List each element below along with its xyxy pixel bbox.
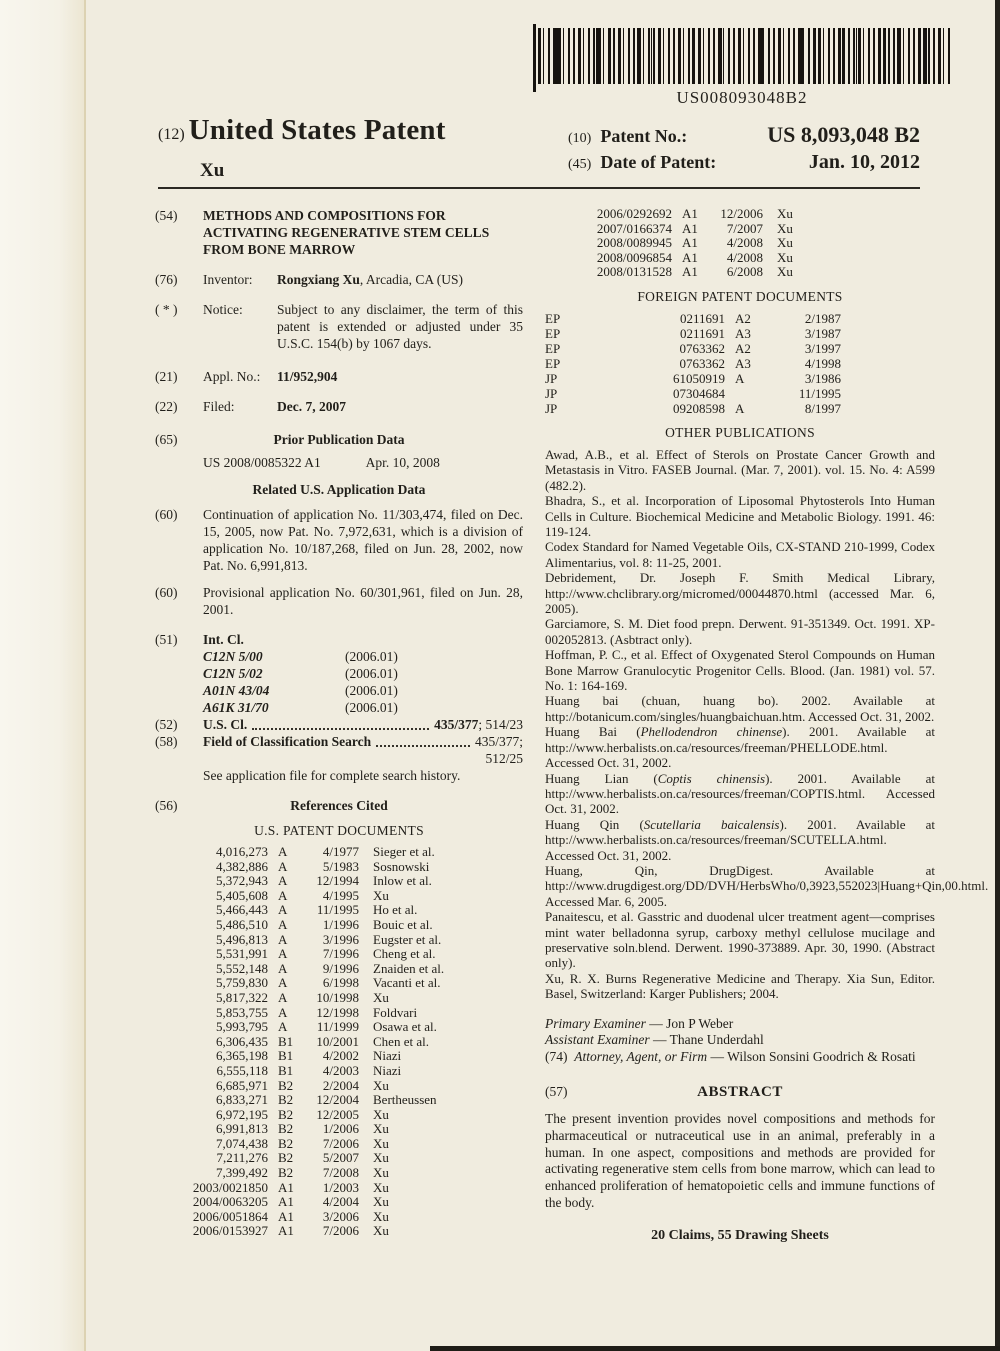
citation: Huang Qin (Scutellaria baicalensis). 2001. Available at http://www.herbalists.on.ca/resources/freeman/SCUTELLA.html. Accessed Oct. 31, 2002. xyxy=(545,816,936,863)
patent-row: 2004/0063205 A1 4/2004 Xu xyxy=(192,1194,389,1210)
primary-examiner-line: Primary Examiner — Jon P Weber xyxy=(545,1015,734,1031)
assistant-examiner-line: Assistant Examiner — Thane Underdahl xyxy=(545,1032,764,1048)
field-title: (54) METHODS AND COMPOSITIONS FOR ACTIVATING REGENERATIVE STEM CELLS FROM BONE MARROW xyxy=(155,207,523,258)
citation: Xu, R. X. Burns Regenerative Medicine and Therapy. Xia Sun, Editor. Basel, Switzerland: Karger Publishers; 2004. xyxy=(545,970,935,1002)
barcode xyxy=(533,28,951,84)
int-cl-entry: C12N 5/02 (2006.01) xyxy=(203,666,398,681)
int-cl-entry: C12N 5/00 (2006.01) xyxy=(203,649,398,664)
patent-row: 6,991,813 B2 1/2006 Xu xyxy=(216,1121,389,1137)
patent-number-block xyxy=(568,122,920,177)
prior-publication-heading: (65) Prior Publication Data xyxy=(155,432,405,447)
citation: Awad, A.B., et al. Effect of Sterols on Prostate Cancer Growth and Metastasis in Vitro. FASEB Journal. (Mar. 7, 2001). vol. 15. No. 4: A599 (482.2). xyxy=(545,446,935,493)
field-classification-search: (58) Field of Classification Search 435/377; 512/25 See application file for complete search history. xyxy=(155,734,523,783)
patent-row: 2006/0153927 A1 7/2006 Xu xyxy=(192,1223,389,1239)
patent-row: 5,853,755 A 12/1998 Foldvari xyxy=(216,1004,418,1020)
related-item: (60) Continuation of application No. 11/303,474, filed on Dec. 15, 2005, now Pat. No. 7,972,631, which is a division of application No. 10/187,268, filed on Jun. 28, 2002, now Pat. No. 6,991,813. xyxy=(155,507,523,573)
citation: Huang Lian (Coptis chinensis). 2001. Available at http://www.herbalists.on.ca/resources/freeman/COPTIS.html. Accessed Oct. 31, 2002. xyxy=(545,770,936,817)
patent-row: 5,496,813 A 3/1996 Eugster et al. xyxy=(216,931,442,947)
references-cited-heading: (56) References Cited xyxy=(155,798,388,813)
appl-no-value: 11/952,904 xyxy=(277,369,338,384)
barcode-number: US008093048B2 xyxy=(676,88,808,107)
foreign-patent-row: JP 61050919 A 3/1986 xyxy=(545,370,841,386)
citation: Bhadra, S., et al. Incorporation of Liposomal Phytosterols Into Human Cells in Culture. Biochemical Medicine and Metabolic Biology. 1991. 46: 119-124. xyxy=(545,493,935,539)
patent-row: 5,466,443 A 11/1995 Ho et al. xyxy=(216,902,418,918)
patent-row: 6,555,118 B1 4/2003 Niazi xyxy=(216,1062,402,1078)
other-publications-list xyxy=(545,446,989,1002)
patent-row: 2003/0021850 A1 1/2003 Xu xyxy=(192,1179,389,1195)
page-title: United States Patent xyxy=(188,114,446,146)
patent-row: 7,399,492 B2 7/2008 Xu xyxy=(216,1165,389,1181)
us-patent-rows-right xyxy=(545,207,935,280)
citation: Codex Standard for Named Vegetable Oils, CX-STAND 210-1999, Codex Alimentarius, vol. 8: 11-25, 2001. xyxy=(545,539,935,570)
patent-row: 4,016,273 A 4/1977 Sieger et al. xyxy=(216,844,435,859)
field-search-value2: 512/25 xyxy=(485,751,523,766)
patent-row: 5,817,322 A 10/1998 Xu xyxy=(216,989,389,1005)
patent-row: 5,531,991 A 7/1996 Cheng et al. xyxy=(216,946,436,962)
citation: Panaitescu, et al. Gasstric and duodenal ulcer treatment agent—comprises mint water belladonna syrup, carboxy methyl cellulose mucilage and preservative soln.blend. Derwent. 1990-373889. Apr. 30, 1990. (Abstract only). xyxy=(545,909,935,971)
field-search-value1: 435/377; xyxy=(474,734,523,749)
patent-row: 5,552,148 A 9/1996 Znaiden et al. xyxy=(216,960,445,976)
appl-no-label: Appl. No.: xyxy=(203,369,261,384)
scan-edge-bottom xyxy=(430,1346,1000,1351)
field-inventor: (76) Inventor: Rongxiang Xu, Arcadia, CA (US) xyxy=(155,272,464,287)
foreign-patent-row: EP 0211691 A3 3/1987 xyxy=(545,325,841,341)
date-of-patent-label: Date of Patent: xyxy=(600,152,717,172)
citation: Hoffman, P. C., et al. Effect of Oxygenated Sterol Compounds on Human Bone Marrow Granulocytic Progenitor Cells. Blood. (Jan. 1981) vol. 57. No. 1: 164-169. xyxy=(545,647,935,694)
dot-leader xyxy=(376,745,470,747)
patent-row: 5,759,830 A 6/1998 Vacanti et al. xyxy=(216,975,441,991)
patent-row: 2008/0096854 A1 4/2008 Xu xyxy=(596,249,793,265)
left-column xyxy=(155,207,523,1239)
patent-row: 2008/0089945 A1 4/2008 Xu xyxy=(596,235,793,251)
related-data-heading: Related U.S. Application Data xyxy=(252,482,426,497)
patent-row: 6,833,271 B2 12/2004 Bertheussen xyxy=(216,1092,437,1108)
filed-label: Filed: xyxy=(203,399,235,414)
us-cl-label: U.S. Cl. xyxy=(203,717,248,732)
citation: Debridement, Dr. Joseph F. Smith Medical Library, http://www.chclibrary.org/micromed/00044870.html (accessed Mar. 6, 2005). xyxy=(545,570,935,617)
citation: Huang, Qin, DrugDigest. Available at http://www.drugdigest.org/DD/DVH/HerbsWho/0,3923,552023|Huang+Qin,00.html. Accessed Mar. 6, 2005. xyxy=(545,862,989,909)
search-history-note: See application file for complete search history. xyxy=(203,768,461,783)
field-us-cl: (52) U.S. Cl. 435/377; 514/23 xyxy=(155,717,523,732)
other-publications-heading: OTHER PUBLICATIONS xyxy=(665,424,815,440)
prior-publication-line xyxy=(155,454,523,471)
barcode-block xyxy=(533,28,951,108)
filed-value: Dec. 7, 2007 xyxy=(277,399,346,414)
patent-row: 5,993,795 A 11/1999 Osawa et al. xyxy=(216,1019,437,1035)
foreign-patent-row: EP 0211691 A2 2/1987 xyxy=(545,310,841,326)
related-item: (60) Provisional application No. 60/301,961, filed on Jun. 28, 2001. xyxy=(155,585,523,617)
notice-label: Notice: xyxy=(203,302,243,317)
foreign-patent-documents-heading: FOREIGN PATENT DOCUMENTS xyxy=(637,288,843,304)
barcode-guard-bar xyxy=(533,24,536,92)
date-of-patent-value: Jan. 10, 2012 xyxy=(808,151,920,173)
patent-row: 6,306,435 B1 10/2001 Chen et al. xyxy=(216,1033,429,1049)
code-10: (10) xyxy=(568,131,592,146)
foreign-patent-row: EP 0763362 A2 3/1997 xyxy=(545,340,841,356)
notice-text: Subject to any disclaimer, the term of this patent is extended or adjusted under 35 U.S.C. 154(b) by 1067 days. xyxy=(277,302,523,351)
patent-row: 2006/0051864 A1 3/2006 Xu xyxy=(192,1208,389,1224)
patent-row: 7,074,438 B2 7/2006 Xu xyxy=(216,1135,389,1151)
patent-row: 2006/0292692 A1 12/2006 Xu xyxy=(596,206,793,221)
patent-row: 6,365,198 B1 4/2002 Niazi xyxy=(216,1048,402,1064)
field-filed: (22) Filed: Dec. 7, 2007 xyxy=(155,399,346,414)
page-fold-shadow xyxy=(0,0,86,1351)
dot-leader xyxy=(252,728,429,730)
kind-code-12: (12) xyxy=(158,126,185,143)
patent-row: 6,972,195 B2 12/2005 Xu xyxy=(216,1106,389,1122)
int-cl-entry: A01N 43/04 (2006.01) xyxy=(203,683,398,698)
prior-pub-date: Apr. 10, 2008 xyxy=(365,455,440,470)
abstract-text: The present invention provides novel compositions and methods for pharmaceutical or nutraceutical use in an animal, preferably in a human. In one aspect, compositions and methods are provided for activating regenerative stem cells from bone marrow, which can lead to enhanced proliferation of hematopoietic cells and immune functions of the body. xyxy=(545,1111,935,1211)
patent-row: 7,211,276 B2 5/2007 Xu xyxy=(216,1150,389,1166)
applicant-surname: Xu xyxy=(200,160,225,181)
us-patent-documents-heading: U.S. PATENT DOCUMENTS xyxy=(254,823,424,838)
field-int-cl: (51) Int. Cl. C12N 5/00 (2006.01) C12N 5/02 (2006.01) A01N 43/04 (2006.01) A61K 31/70 (2006.01) xyxy=(155,631,523,716)
field-search-label: Field of Classification Search xyxy=(203,734,372,749)
scan-edge-right xyxy=(995,0,1000,1351)
field-notice: ( * ) Notice: Subject to any disclaimer, the term of this patent is extended or adjusted under 35 U.S.C. 154(b) by 1067 days. xyxy=(155,302,523,351)
abstract-heading: (57) ABSTRACT xyxy=(545,1084,783,1101)
inventor-label: Inventor: xyxy=(203,272,253,287)
examiner-block xyxy=(545,1016,935,1066)
patent-row: 5,405,608 A 4/1995 Xu xyxy=(216,887,389,903)
foreign-patent-row: JP 09208598 A 8/1997 xyxy=(545,400,841,416)
prior-pub-number: US 2008/0085322 A1 xyxy=(203,455,321,470)
patent-row: 2007/0166374 A1 7/2007 Xu xyxy=(596,220,793,236)
patent-row: 6,685,971 B2 2/2004 Xu xyxy=(216,1077,389,1093)
patent-row: 5,372,943 A 12/1994 Inlow et al. xyxy=(216,873,432,889)
patent-row: 5,486,510 A 1/1996 Bouic et al. xyxy=(216,916,433,932)
foreign-patent-row: JP 07304684 11/1995 xyxy=(545,385,841,401)
patent-row: 2008/0131528 A1 6/2008 Xu xyxy=(596,264,793,280)
header-divider xyxy=(158,187,920,189)
code-45: (45) xyxy=(568,157,592,172)
invention-title: METHODS AND COMPOSITIONS FOR ACTIVATING REGENERATIVE STEM CELLS FROM BONE MARROW xyxy=(203,208,490,257)
citation: Garciamore, S. M. Diet food prepn. Derwent. 91-351349. Oct. 1991. XP-002052813. (Asbtract only). xyxy=(545,616,935,647)
foreign-patent-row: EP 0763362 A3 4/1998 xyxy=(545,355,841,371)
us-patent-rows-left xyxy=(155,845,523,1239)
attorney-line: (74) Attorney, Agent, or Firm — Wilson Sonsini Goodrich & Rosati xyxy=(545,1048,916,1064)
field-appl-no: (21) Appl. No.: 11/952,904 xyxy=(155,369,338,384)
patent-no-value: US 8,093,048 B2 xyxy=(767,122,920,147)
foreign-patent-rows xyxy=(545,311,935,416)
inventor-address: , Arcadia, CA (US) xyxy=(359,272,464,287)
inventor-name: Rongxiang Xu xyxy=(277,272,360,287)
us-cl-value: 435/377 xyxy=(434,717,479,732)
citation: Huang Bai (Phellodendron chinense). 2001. Available at http://www.herbalists.on.ca/resources/freeman/PHELLODE.html. Accessed Oct. 31, 2002. xyxy=(545,724,936,771)
claims-line: 20 Claims, 55 Drawing Sheets xyxy=(651,1227,829,1243)
right-column xyxy=(545,206,989,1244)
int-cl-entry: A61K 31/70 (2006.01) xyxy=(203,700,398,715)
patent-no-label: Patent No.: xyxy=(600,126,688,146)
int-cl-label: Int. Cl. xyxy=(203,632,244,647)
patent-row: 4,382,886 A 5/1983 Sosnowski xyxy=(216,858,430,874)
citation: Huang bai (chuan, huang bo). 2002. Available at http://botanicum.com/singles/huangbaichuan.htm. Accessed Oct. 31, 2002. xyxy=(545,693,935,724)
document-title-block xyxy=(158,114,446,147)
